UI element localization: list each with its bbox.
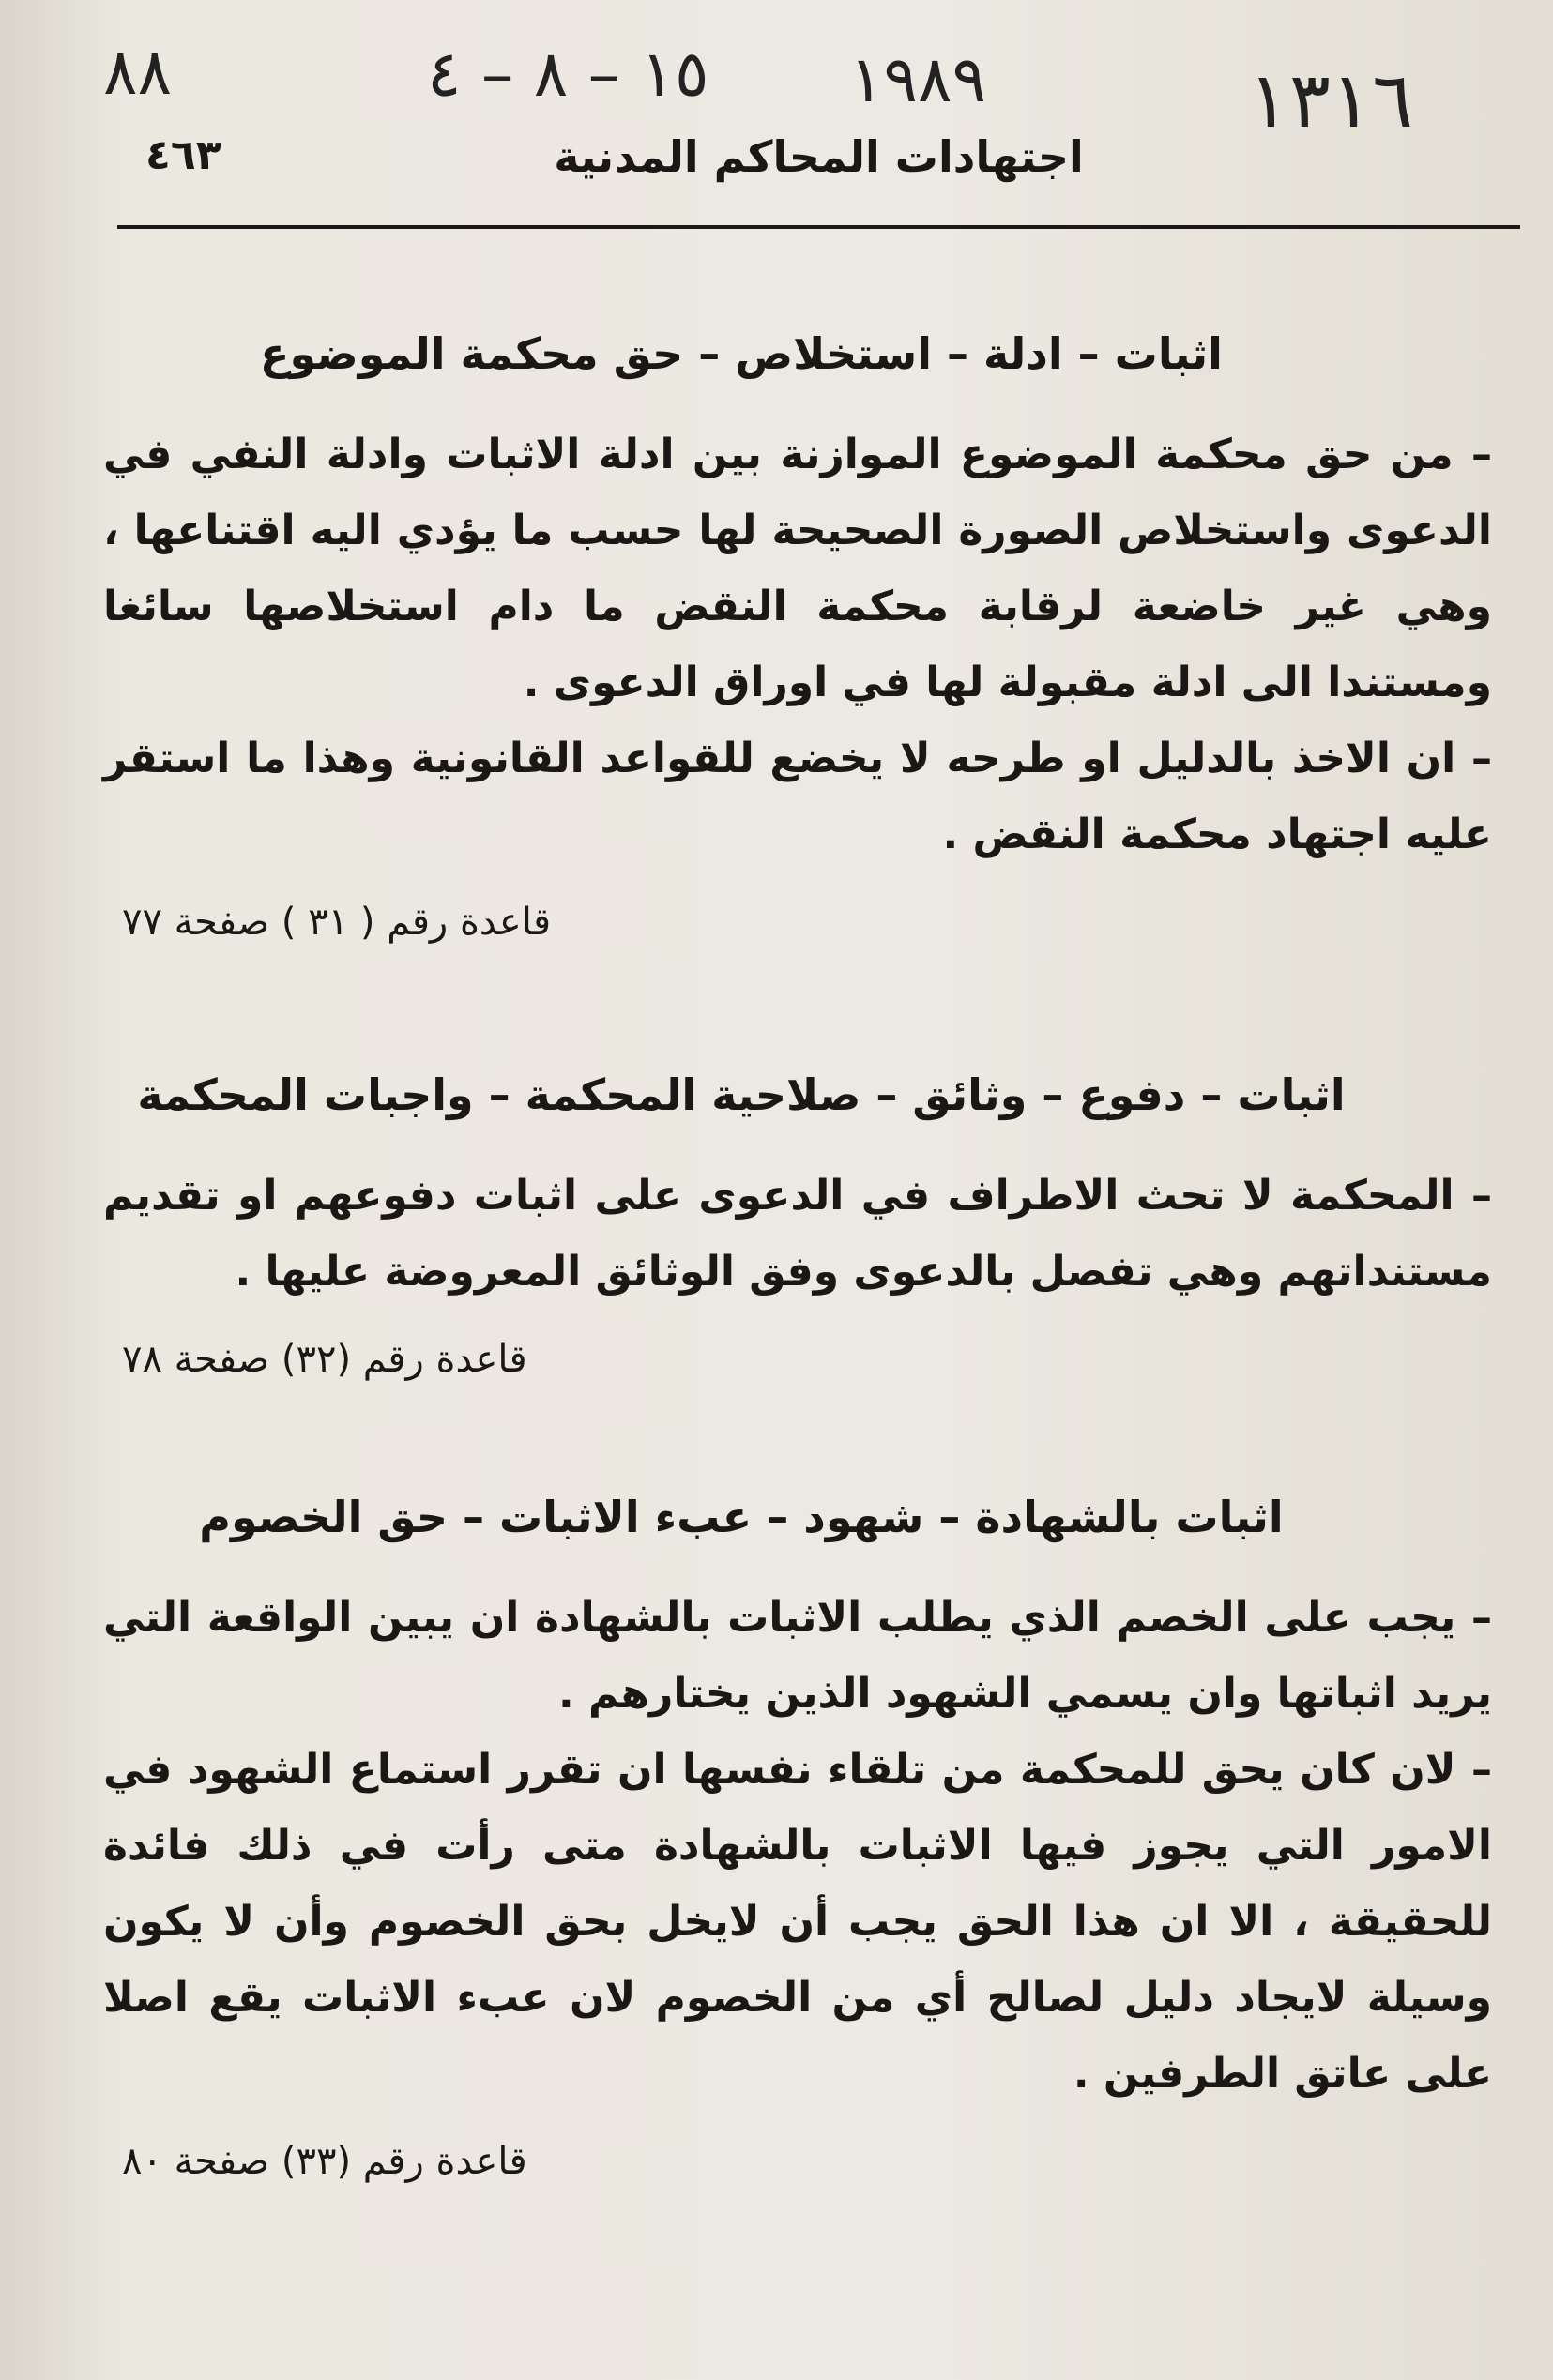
section-paragraph: – لان كان يحق للمحكمة من تلقاء نفسها ان تقرر استماع الشهود في الامور التي يجوز فيها الاثبات بالشهادة متى رأت في ذلك فائدة للحقيقة ، الا ان هذا الحق يجب أن لايخل بحق الخصوم وأن لا يكون وسيلة لايجاد دليل لصالح أي من الخصوم لان عبء الاثبات يقع اصلا على عاتق الطرفين .	[103, 1746, 1492, 2098]
handwritten-mark-left: ٨٨	[103, 36, 173, 110]
section-paragraph: – يجب على الخصم الذي يطلب الاثبات بالشهادة ان يبين الواقعة التي يريد اثباتها وان يسمي الشهود الذين يختارهم .	[103, 1594, 1492, 1718]
handwritten-date: ١٥ – ٨ – ٤	[427, 38, 709, 112]
rule-reference: قاعدة رقم (٣٢) صفحة ٧٨	[122, 1338, 527, 1381]
section-1	[103, 328, 1492, 944]
page-number: ٤٦٣	[145, 131, 221, 179]
section-paragraph: – المحكمة لا تحث الاطراف في الدعوى على اثبات دفوعهم او تقديم مستنداتهم وهي تفصل بالدعوى وفق الوثائق المعروضة عليها .	[103, 1172, 1492, 1296]
section-paragraph: – ان الاخذ بالدليل او طرحه لا يخضع للقواعد القانونية وهذا ما استقر عليه اجتهاد محكمة النقض .	[103, 735, 1492, 858]
handwritten-id: ١٣١٦	[1248, 56, 1414, 145]
rule-reference: قاعدة رقم ( ٣١ ) صفحة ٧٧	[122, 901, 552, 944]
section-heading: اثبات بالشهادة – شهود – عبء الاثبات – حق الخصوم	[199, 1492, 1284, 1542]
handwritten-year: ١٩٨٩	[849, 43, 987, 117]
section-2	[103, 1069, 1492, 1381]
section-3	[103, 1492, 1492, 2183]
running-title: اجتهادات المحاكم المدنية	[554, 131, 1084, 182]
section-paragraph: – من حق محكمة الموضوع الموازنة بين ادلة الاثبات وادلة النفي في الدعوى واستخلاص الصورة الصحيحة لها حسب ما يؤدي اليه اقتناعها ، وهي غير خاضعة لرقابة محكمة النقض ما دام استخلاصها سائغا ومستندا الى ادلة مقبولة لها في اوراق الدعوى .	[103, 431, 1492, 706]
section-heading: اثبات – ادلة – استخلاص – حق محكمة الموضوع	[260, 328, 1223, 379]
section-heading: اثبات – دفوع – وثائق – صلاحية المحكمة – واجبات المحكمة	[137, 1069, 1346, 1120]
rule-reference: قاعدة رقم (٣٣) صفحة ٨٠	[122, 2140, 527, 2183]
header-rule	[117, 225, 1520, 229]
